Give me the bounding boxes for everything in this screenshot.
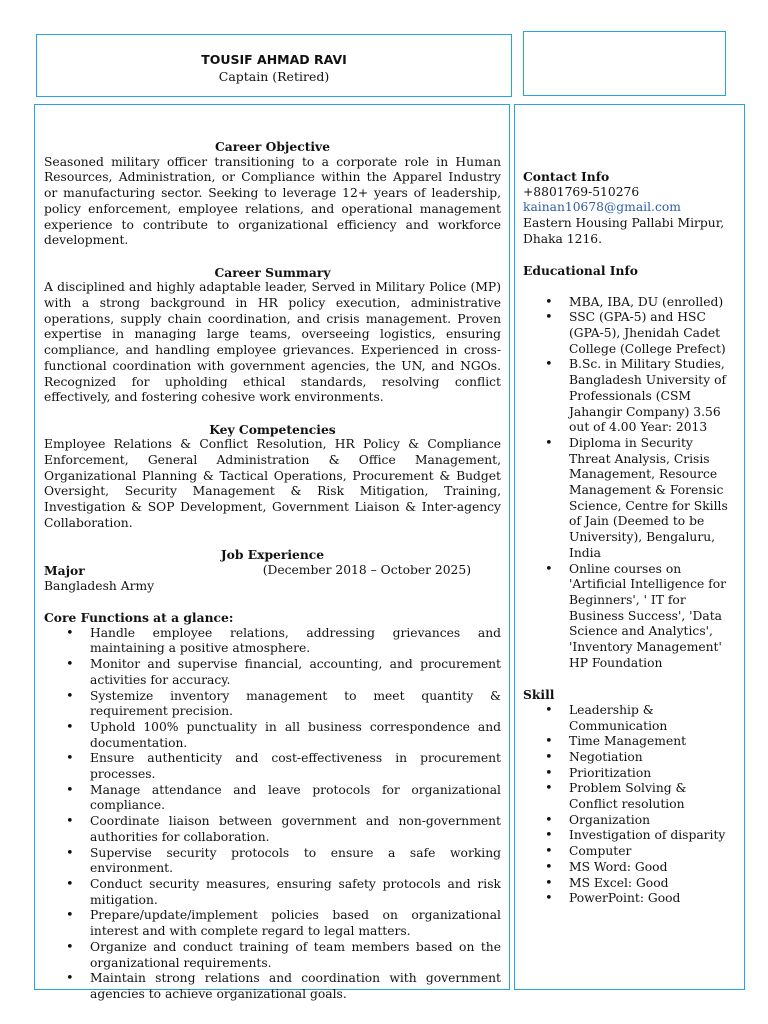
list-item: • Problem Solving & Conflict resolution (523, 781, 737, 812)
list-item: • B.Sc. in Military Studies, Bangladesh University of Professionals (CSM Jahangir Company) 3.56 out of 4.00 Year: 2013 (523, 357, 737, 436)
list-item: • Negotiation (523, 750, 737, 766)
candidate-rank: Captain (Retired) (218, 69, 330, 84)
list-item: • Monitor and supervise financial, accounting, and procurement activities for accuracy. (44, 657, 501, 688)
list-item: • PowerPoint: Good (523, 891, 737, 907)
list-item: • Online courses on 'Artificial Intelligence for Beginners', ' IT for Business Success', 'Data Science and Analytics', 'Inventory Management' HP Foundation (523, 562, 737, 672)
competencies-heading: Key Competencies (209, 421, 336, 437)
list-item: • Leadership & Communication (523, 703, 737, 734)
contact-phone: +8801769-510276 (523, 184, 640, 199)
list-item: • Computer (523, 844, 737, 860)
header-box (36, 34, 512, 97)
list-item: • Time Management (523, 734, 737, 750)
side-column (514, 104, 745, 990)
list-item: • Supervise security protocols to ensure a safe working environment. (44, 846, 501, 877)
list-item: • Diploma in Security Threat Analysis, Crisis Management, Resource Management & Forensic Science, Centre for Skills of Jain (Deemed to be University), Bengaluru, India (523, 436, 737, 562)
competencies-text: Employee Relations & Conflict Resolution, HR Policy & Compliance Enforcement, General Administration & Office Management, Organizational Planning & Tactical Operations, Procurement & Budget Oversight, Security Management & Risk Mitigation, Training, Investigation & SOP Development, Government Liaison & Inter-agency Collaboration. (44, 437, 501, 530)
education-heading: Educational Info (523, 263, 638, 279)
list-item: • Systemize inventory management to meet quantity & requirement precision. (44, 689, 501, 720)
photo-placeholder (523, 31, 726, 96)
skill-heading: Skill (523, 687, 555, 703)
list-item: • Conduct security measures, ensuring safety protocols and risk mitigation. (44, 877, 501, 908)
list-item: • Organization (523, 813, 737, 829)
objective-heading: Career Objective (214, 139, 331, 154)
list-item: • Prioritization (523, 766, 737, 782)
job-title: Major (44, 562, 85, 578)
core-functions-list (44, 626, 501, 1003)
contact-address: Eastern Housing Pallabi Mirpur, Dhaka 1216. (523, 216, 725, 246)
list-item: • MBA, IBA, DU (enrolled) (523, 295, 737, 311)
job-organization: Bangladesh Army (44, 578, 155, 593)
experience-heading: Job Experience (220, 547, 325, 563)
list-item: • Handle employee relations, addressing grievances and maintaining a positive atmosphere. (44, 626, 501, 657)
list-item: • Organize and conduct training of team members based on the organizational requirements. (44, 940, 501, 971)
objective-text: Seasoned military officer transitioning to a corporate role in Human Resources, Administration, or Compliance within the Apparel Industry or manufacturing sector. Seeking to leverage 12+ years of leadership, policy enforcement, employee relations, and operational management experience to contribute to organizational efficiency and workforce development. (44, 154, 501, 248)
list-item: • Manage attendance and leave protocols for organizational compliance. (44, 783, 501, 814)
list-item: • Prepare/update/implement policies based on organizational interest and with complete regard to legal matters. (44, 908, 501, 939)
list-item: • Ensure authenticity and cost-effectiveness in procurement processes. (44, 751, 501, 782)
list-item: • MS Word: Good (523, 860, 737, 876)
list-item: • Coordinate liaison between government and non-government authorities for collaboration. (44, 814, 501, 845)
list-item: • Uphold 100% punctuality in all business correspondence and documentation. (44, 720, 501, 751)
list-item: • Investigation of disparity (523, 828, 737, 844)
summary-heading: Career Summary (214, 264, 331, 280)
list-item: • Maintain strong relations and coordination with government agencies to achieve organizational goals. (44, 971, 501, 1002)
job-dates: (December 2018 – October 2025) (262, 562, 471, 577)
summary-text: A disciplined and highly adaptable leader, Served in Military Police (MP) with a strong background in HR policy execution, administrative operations, supply chain coordination, and crisis management. Proven expertise in managing large teams, overseeing logistics, ensuring compliance, and handling employee grievances. Experienced in cross-functional coordination with government agencies, the UN, and NGOs. Recognized for upholding ethical standards, resolving conflict effectively, and fostering cohesive work environments. (44, 280, 501, 405)
list-item: • MS Excel: Good (523, 876, 737, 892)
job-row (44, 563, 501, 579)
list-item: • SSC (GPA-5) and HSC (GPA-5), Jhenidah Cadet College (College Prefect) (523, 310, 737, 357)
contact-email[interactable]: kainan10678@gmail.com (523, 200, 681, 215)
contact-heading: Contact Info (523, 169, 610, 184)
core-functions-heading: Core Functions at a glance: (44, 610, 234, 626)
education-list (523, 295, 737, 672)
candidate-name: TOUSIF AHMAD RAVI (201, 52, 347, 67)
skill-list (523, 703, 737, 907)
main-column (34, 104, 510, 1001)
